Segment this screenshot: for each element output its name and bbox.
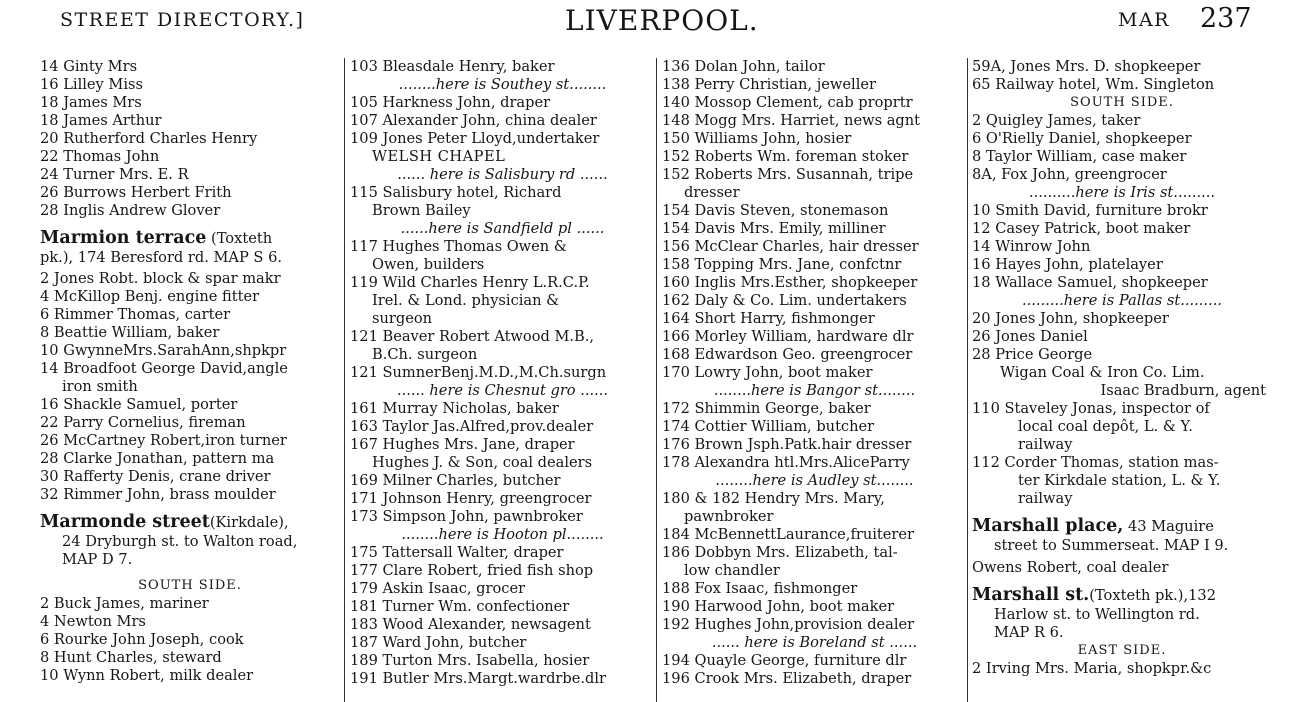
street-suffix: 43 Maguire (1123, 518, 1214, 535)
index-label: MAR (1118, 9, 1170, 31)
entry: 184 McBennettLaurance,fruiterer (662, 526, 914, 543)
street-suffix: (Toxteth (206, 230, 273, 247)
entry: 30 Rafferty Denis, crane driver (40, 468, 271, 485)
cross-street: .........here is Pallas st......... (1022, 292, 1222, 309)
entry: 190 Harwood John, boot maker (662, 598, 895, 615)
entry: 112 Corder Thomas, station mas- (972, 454, 1219, 471)
entry: 167 Hughes Mrs. Jane, draper (350, 436, 575, 453)
entry: 183 Wood Alexander, newsagent (350, 616, 591, 633)
entry: 156 McClear Charles, hair dresser (662, 238, 919, 255)
entry: 14 Ginty Mrs (40, 58, 138, 75)
column-divider (656, 58, 657, 702)
street-suffix: (Toxteth pk.),132 (1089, 587, 1216, 604)
entry: 176 Brown Jsph.Patk.hair dresser (662, 436, 912, 453)
entry: 65 Railway hotel, Wm. Singleton (972, 76, 1215, 93)
cross-street: ........here is Bangor st........ (713, 382, 916, 399)
entry: 18 Wallace Samuel, shopkeeper (972, 274, 1208, 291)
side-heading: SOUTH SIDE. (1070, 95, 1174, 110)
entry: 20 Rutherford Charles Henry (40, 130, 258, 147)
entry: 119 Wild Charles Henry L.R.C.P. (350, 274, 590, 291)
street-map-ref: MAP D 7. (62, 551, 133, 568)
entry: 26 Burrows Herbert Frith (40, 184, 232, 201)
entry-continuation: pawnbroker (684, 508, 774, 525)
entry: 8 Taylor William, case maker (972, 148, 1187, 165)
entry: 26 Jones Daniel (972, 328, 1088, 345)
street-description: 24 Dryburgh st. to Walton road, (62, 533, 298, 550)
entry: 173 Simpson John, pawnbroker (350, 508, 583, 525)
column-4 (972, 58, 1272, 678)
street-name: Marmonde street (40, 512, 210, 532)
entry: 189 Turton Mrs. Isabella, hosier (350, 652, 590, 669)
entry: 10 Smith David, furniture brokr (972, 202, 1208, 219)
column-1 (40, 58, 340, 685)
entry: 28 Inglis Andrew Glover (40, 202, 221, 219)
side-heading: EAST SIDE. (1077, 643, 1167, 658)
section-title: STREET DIRECTORY.] (60, 9, 305, 31)
entry: 26 McCartney Robert,iron turner (40, 432, 287, 449)
street-description: Harlow st. to Wellington rd. (994, 606, 1200, 623)
cross-street: ........here is Audley st........ (715, 472, 914, 489)
entry: 117 Hughes Thomas Owen & (350, 238, 567, 255)
entry: 191 Butler Mrs.Margt.wardrbe.dlr (350, 670, 607, 687)
entry: 154 Davis Steven, stonemason (662, 202, 889, 219)
column-divider (967, 58, 968, 702)
entry: 194 Quayle George, furniture dlr (662, 652, 907, 669)
street-description: street to Summerseat. MAP I 9. (994, 537, 1229, 554)
cross-street: ...... here is Salisbury rd ...... (397, 166, 608, 183)
entry-continuation: local coal depôt, L. & Y. (1018, 418, 1193, 435)
street-map-ref: MAP R 6. (994, 624, 1064, 641)
entry: 166 Morley William, hardware dlr (662, 328, 914, 345)
entry: 164 Short Harry, fishmonger (662, 310, 875, 327)
entry: 148 Mogg Mrs. Harriet, news agnt (662, 112, 921, 129)
chapel-label: WELSH CHAPEL (372, 148, 506, 165)
entry: 174 Cottier William, butcher (662, 418, 875, 435)
entry: 162 Daly & Co. Lim. undertakers (662, 292, 907, 309)
entry: 154 Davis Mrs. Emily, milliner (662, 220, 886, 237)
entry: 14 Broadfoot George David,angle (40, 360, 288, 377)
entry-continuation: surgeon (372, 310, 433, 327)
entry: 8A, Fox John, greengrocer (972, 166, 1167, 183)
column-3 (662, 58, 967, 688)
entry: 14 Winrow John (972, 238, 1091, 255)
entry-continuation: low chandler (684, 562, 780, 579)
cross-street: ..........here is Iris st......... (1028, 184, 1216, 201)
entry: 22 Thomas John (40, 148, 160, 165)
entry: 6 O'Rielly Daniel, shopkeeper (972, 130, 1192, 147)
entry: 177 Clare Robert, fried fish shop (350, 562, 594, 579)
entry: 121 Beaver Robert Atwood M.B., (350, 328, 595, 345)
entry: 2 Quigley James, taker (972, 112, 1141, 129)
entry-continuation: iron smith (62, 378, 138, 395)
entry: 6 Rourke John Joseph, cook (40, 631, 244, 648)
entry: 169 Milner Charles, butcher (350, 472, 561, 489)
page-number: 237 (1200, 3, 1252, 34)
entry: 2 Irving Mrs. Maria, shopkpr.&c (972, 660, 1212, 677)
entry: 103 Bleasdale Henry, baker (350, 58, 555, 75)
cross-street: ........here is Hooton pl........ (401, 526, 604, 543)
entry-continuation: Hughes J. & Son, coal dealers (372, 454, 593, 471)
entry: 152 Roberts Wm. foreman stoker (662, 148, 909, 165)
entry-continuation: railway (1018, 436, 1073, 453)
entry: 6 Rimmer Thomas, carter (40, 306, 231, 323)
entry: 12 Casey Patrick, boot maker (972, 220, 1191, 237)
entry: 188 Fox Isaac, fishmonger (662, 580, 858, 597)
street-heading (40, 512, 340, 533)
street-heading (972, 585, 1272, 606)
page-header (0, 0, 1316, 50)
entry: 171 Johnson Henry, greengrocer (350, 490, 592, 507)
street-description: pk.), 174 Beresford rd. MAP S 6. (40, 249, 282, 266)
entry: 180 & 182 Hendry Mrs. Mary, (662, 490, 885, 507)
entry-continuation: Owen, builders (372, 256, 485, 273)
entry-continuation: ter Kirkdale station, L. & Y. (1018, 472, 1221, 489)
entry: Owens Robert, coal dealer (972, 559, 1169, 576)
entry-continuation: Wigan Coal & Iron Co. Lim. (1000, 364, 1205, 381)
entry-continuation: dresser (684, 184, 740, 201)
entry-continuation: B.Ch. surgeon (372, 346, 478, 363)
entry: 172 Shimmin George, baker (662, 400, 871, 417)
cross-street: ...... here is Boreland st ...... (711, 634, 918, 651)
entry: 160 Inglis Mrs.Esther, shopkeeper (662, 274, 918, 291)
entry: 175 Tattersall Walter, draper (350, 544, 564, 561)
entry: 24 Turner Mrs. E. R (40, 166, 189, 183)
entry: 192 Hughes John,provision dealer (662, 616, 915, 633)
entry: 16 Shackle Samuel, porter (40, 396, 238, 413)
street-suffix: (Kirkdale), (209, 514, 289, 531)
entry: 28 Clarke Jonathan, pattern ma (40, 450, 275, 467)
street-heading (40, 228, 340, 249)
cross-street: ......here is Sandfield pl ...... (400, 220, 605, 237)
entry: 161 Murray Nicholas, baker (350, 400, 559, 417)
entry-continuation: Isaac Bradburn, agent (1100, 382, 1266, 399)
entry: 186 Dobbyn Mrs. Elizabeth, tal- (662, 544, 898, 561)
entry: 138 Perry Christian, jeweller (662, 76, 876, 93)
entry: 187 Ward John, butcher (350, 634, 527, 651)
side-heading: SOUTH SIDE. (138, 578, 242, 593)
entry: 179 Askin Isaac, grocer (350, 580, 526, 597)
entry: 8 Beattie William, baker (40, 324, 220, 341)
entry: 2 Buck James, mariner (40, 595, 209, 612)
entry: 10 GwynneMrs.SarahAnn,shpkpr (40, 342, 287, 359)
street-heading (972, 516, 1272, 537)
entry: 20 Jones John, shopkeeper (972, 310, 1169, 327)
entry: 109 Jones Peter Lloyd,undertaker (350, 130, 600, 147)
column-2 (350, 58, 655, 688)
entry: 121 SumnerBenj.M.D.,M.Ch.surgn (350, 364, 607, 381)
entry: 4 McKillop Benj. engine fitter (40, 288, 260, 305)
entry: 196 Crook Mrs. Elizabeth, draper (662, 670, 912, 687)
entry-continuation: Irel. & Lond. physician & (372, 292, 560, 309)
entry: 107 Alexander John, china dealer (350, 112, 597, 129)
column-divider (344, 58, 345, 702)
entry: 105 Harkness John, draper (350, 94, 551, 111)
entry: 181 Turner Wm. confectioner (350, 598, 570, 615)
entry: 115 Salisbury hotel, Richard (350, 184, 562, 201)
entry: 16 Hayes John, platelayer (972, 256, 1163, 273)
entry-continuation: Brown Bailey (372, 202, 471, 219)
entry: 16 Lilley Miss (40, 76, 144, 93)
entry: 163 Taylor Jas.Alfred,prov.dealer (350, 418, 594, 435)
cross-street: ...... here is Chesnut gro ...... (396, 382, 609, 399)
city-title: LIVERPOOL. (565, 4, 759, 37)
entry: 152 Roberts Mrs. Susannah, tripe (662, 166, 914, 183)
entry-continuation: railway (1018, 490, 1073, 507)
entry: 8 Hunt Charles, steward (40, 649, 222, 666)
cross-street: ........here is Southey st........ (398, 76, 607, 93)
entry: 150 Williams John, hosier (662, 130, 852, 147)
street-name: Marshall place, (972, 516, 1124, 536)
entry: 18 James Mrs (40, 94, 142, 111)
entry: 59A, Jones Mrs. D. shopkeeper (972, 58, 1201, 75)
entry: 2 Jones Robt. block & spar makr (40, 270, 281, 287)
street-name: Marshall st. (972, 585, 1090, 605)
entry: 136 Dolan John, tailor (662, 58, 825, 75)
entry: 140 Mossop Clement, cab proprtr (662, 94, 913, 111)
entry: 110 Staveley Jonas, inspector of (972, 400, 1210, 417)
entry: 168 Edwardson Geo. greengrocer (662, 346, 913, 363)
entry: 10 Wynn Robert, milk dealer (40, 667, 254, 684)
street-name: Marmion terrace (40, 228, 207, 248)
entry: 28 Price George (972, 346, 1093, 363)
entry: 18 James Arthur (40, 112, 162, 129)
entry: 158 Topping Mrs. Jane, confctnr (662, 256, 902, 273)
entry: 170 Lowry John, boot maker (662, 364, 873, 381)
entry: 32 Rimmer John, brass moulder (40, 486, 276, 503)
entry: 4 Newton Mrs (40, 613, 146, 630)
entry: 22 Parry Cornelius, fireman (40, 414, 246, 431)
entry: 178 Alexandra htl.Mrs.AliceParry (662, 454, 910, 471)
